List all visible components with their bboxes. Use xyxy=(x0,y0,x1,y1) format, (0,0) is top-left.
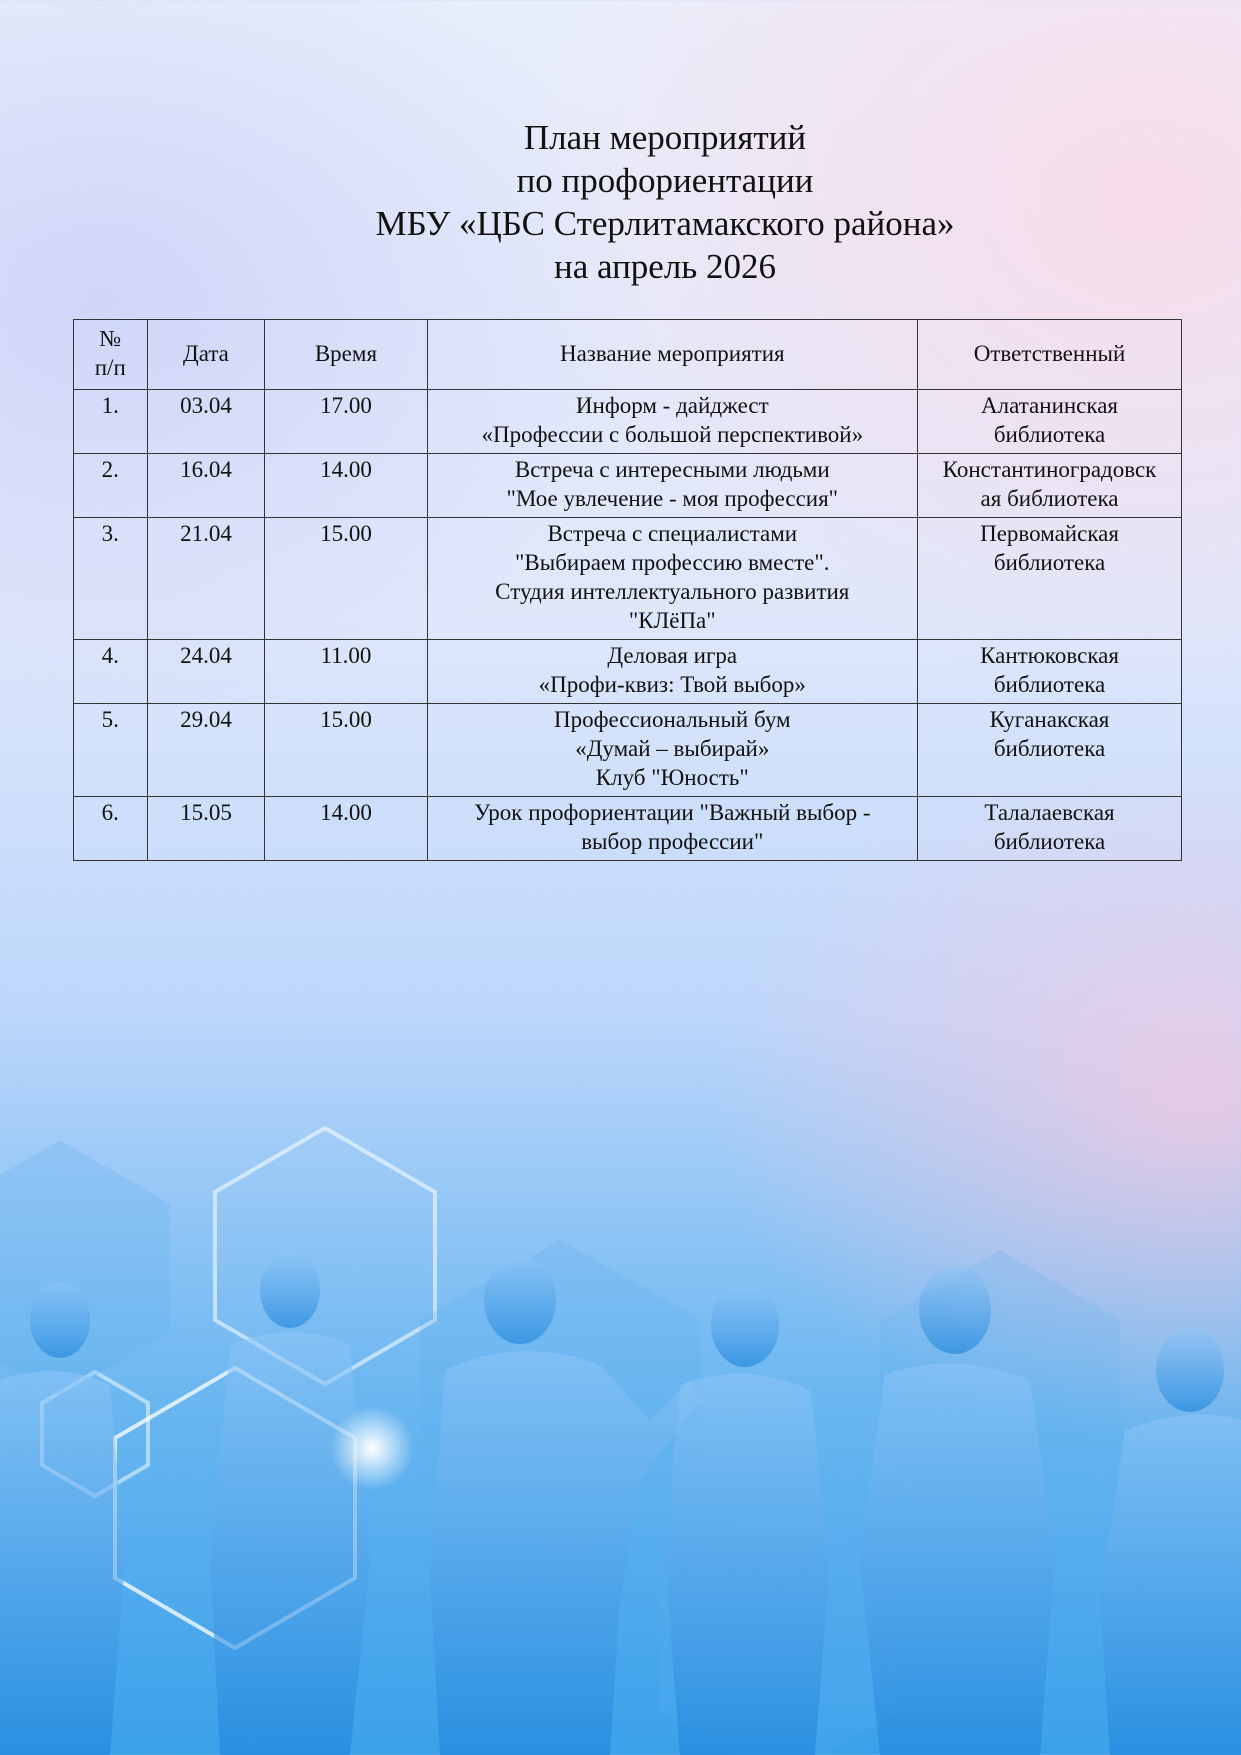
cell-date: 21.04 xyxy=(147,518,265,640)
cell-date: 29.04 xyxy=(147,704,265,797)
title-line-4: на апрель 2026 xyxy=(553,247,777,286)
event-name-line: «Думай – выбирай» xyxy=(575,736,770,761)
event-name-line: Урок профориентации "Важный выбор - xyxy=(474,800,871,825)
cell-date: 16.04 xyxy=(147,454,265,518)
event-name-line: "КЛёПа" xyxy=(628,608,716,633)
responsible-line: Талалаевская xyxy=(984,800,1115,825)
cell-number: 4. xyxy=(74,640,148,704)
table-row xyxy=(74,390,1182,454)
event-name-line: Деловая игра xyxy=(607,643,738,668)
cell-number: 1. xyxy=(74,390,148,454)
responsible-line: Константиноградовск xyxy=(942,457,1157,482)
table-row xyxy=(74,797,1182,861)
header-date: Дата xyxy=(147,320,265,390)
title-line-3: МБУ «ЦБС Стерлитамакского района» xyxy=(375,204,955,243)
table-header-row xyxy=(74,320,1182,390)
responsible-line: библиотека xyxy=(993,422,1106,447)
cell-event-name xyxy=(427,390,918,454)
cell-responsible xyxy=(918,454,1182,518)
cell-event-name xyxy=(427,704,918,797)
event-name-line: «Профессии с большой перспективой» xyxy=(481,422,864,447)
title-line-2: по профориентации xyxy=(516,161,814,200)
cell-event-name xyxy=(427,454,918,518)
cell-event-name xyxy=(427,518,918,640)
responsible-line: библиотека xyxy=(993,736,1106,761)
cell-date: 24.04 xyxy=(147,640,265,704)
event-name-line: "Мое увлечение - моя профессия" xyxy=(506,486,839,511)
header-number: № п/п xyxy=(74,320,148,390)
cell-number: 6. xyxy=(74,797,148,861)
light-glow xyxy=(330,1406,414,1490)
cell-date: 15.05 xyxy=(147,797,265,861)
responsible-line: библиотека xyxy=(993,672,1106,697)
event-name-line: Информ - дайджест xyxy=(575,393,769,418)
cell-time: 14.00 xyxy=(265,454,427,518)
responsible-line: библиотека xyxy=(993,829,1106,854)
cell-responsible xyxy=(918,518,1182,640)
cell-responsible xyxy=(918,390,1182,454)
table-row xyxy=(74,454,1182,518)
table-row xyxy=(74,704,1182,797)
events-table xyxy=(73,319,1182,861)
cell-number: 3. xyxy=(74,518,148,640)
responsible-line: Кантюковская xyxy=(980,643,1119,668)
cell-responsible xyxy=(918,640,1182,704)
event-name-line: "Выбираем профессию вместе". xyxy=(515,550,830,575)
event-name-line: Клуб "Юность" xyxy=(595,765,749,790)
cell-date: 03.04 xyxy=(147,390,265,454)
title-line-1: План мероприятий xyxy=(523,118,807,157)
cell-time: 15.00 xyxy=(265,704,427,797)
responsible-line: Первомайская xyxy=(980,521,1119,546)
cell-responsible xyxy=(918,704,1182,797)
header-time: Время xyxy=(265,320,427,390)
cell-number: 2. xyxy=(74,454,148,518)
responsible-line: ая библиотека xyxy=(980,486,1119,511)
cell-event-name xyxy=(427,797,918,861)
cell-time: 17.00 xyxy=(265,390,427,454)
header-responsible: Ответственный xyxy=(918,320,1182,390)
event-name-line: Студия интеллектуального развития xyxy=(495,579,850,604)
event-name-line: Встреча с интересными людьми xyxy=(514,457,830,482)
header-event-name: Название мероприятия xyxy=(427,320,918,390)
event-name-line: выбор профессии" xyxy=(581,829,764,854)
event-name-line: «Профи-квиз: Твой выбор» xyxy=(538,672,806,697)
cell-time: 15.00 xyxy=(265,518,427,640)
document-title xyxy=(0,116,1241,288)
cell-number: 5. xyxy=(74,704,148,797)
cell-responsible xyxy=(918,797,1182,861)
cell-event-name xyxy=(427,640,918,704)
table-row xyxy=(74,518,1182,640)
responsible-line: Алатанинская xyxy=(981,393,1119,418)
event-name-line: Встреча с специалистами xyxy=(547,521,798,546)
event-name-line: Профессиональный бум xyxy=(553,707,791,732)
responsible-line: библиотека xyxy=(993,550,1106,575)
cell-time: 11.00 xyxy=(265,640,427,704)
cell-time: 14.00 xyxy=(265,797,427,861)
responsible-line: Куганакская xyxy=(989,707,1110,732)
table-row xyxy=(74,640,1182,704)
